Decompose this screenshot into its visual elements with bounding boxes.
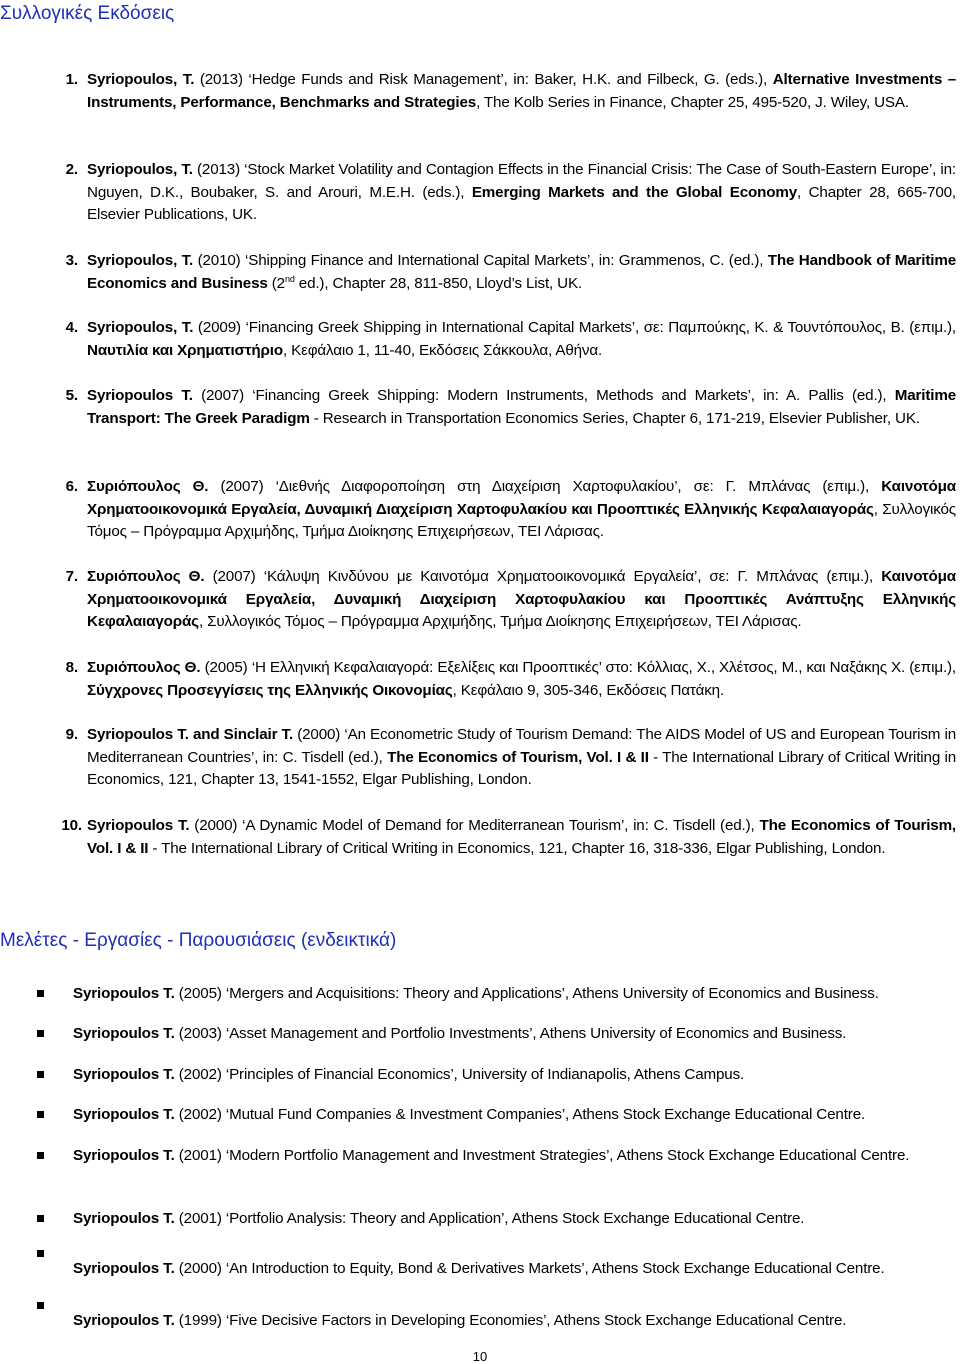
item-book-title: Alternative Investments – Instruments, Performance, Benchmarks and Strategies bbox=[87, 71, 957, 111]
item-text: (2007) ‘Κάλυψη Κινδύνου με Καινοτόμα Χρηματοοικονομικά Εργαλεία’, σε: Γ. Μπλάνας (επιμ.), bbox=[204, 568, 882, 585]
item-book-title: Ναυτιλία και Χρηματιστήριο bbox=[87, 341, 283, 359]
publication-item bbox=[38, 250, 956, 295]
publication-item bbox=[38, 657, 956, 702]
item-text: (2000) ‘An Econometric Study of Tourism Demand: The AIDS Model of US and European Tourism in Mediterranean Countries’, in: C. Tisdell (ed.), bbox=[87, 726, 956, 766]
item-text: , Chapter 28, 665-700, Elsevier Publications, UK. bbox=[87, 183, 956, 223]
item-text: (1999) ‘Five Decisive Factors in Developing Economies’, Athens Stock Exchange Educational Centre. bbox=[174, 1312, 847, 1329]
item-author: Syriopoulos T. and Sinclair T. bbox=[87, 726, 294, 743]
item-text: (2007) ‘Διεθνής Διαφοροποίηση στη Διαχείριση Χαρτοφυλακίου’, σε: Γ. Μπλάνας (επιμ.), bbox=[208, 478, 882, 495]
item-author: Syriopoulos T. bbox=[73, 985, 175, 1002]
item-number: 2. bbox=[65, 161, 78, 178]
item-author: Συριόπουλος Θ. bbox=[87, 568, 205, 585]
square-bullet-icon bbox=[37, 990, 44, 997]
item-author: Syriopoulos, T. bbox=[87, 319, 194, 336]
item-text: , Κεφάλαιο 9, 305-346, Εκδόσεις Πατάκη. bbox=[452, 681, 725, 699]
item-author: Syriopoulos T. bbox=[87, 387, 193, 404]
item-author: Syriopoulos T. bbox=[73, 1147, 175, 1164]
item-text: , The Kolb Series in Finance, Chapter 25, 495-520, J. Wiley, USA. bbox=[476, 93, 909, 111]
item-book-title: Σύγχρονες Προσεγγίσεις της Ελληνικής Οικονομίας bbox=[87, 681, 453, 699]
item-number: 7. bbox=[65, 568, 78, 585]
publication-item bbox=[38, 724, 956, 792]
item-book-title: Maritime Transport: The Greek Paradigm bbox=[87, 387, 956, 427]
item-text: - Research in Transportation Economics Series, Chapter 6, 171-219, Elsevier Publisher, UK. bbox=[309, 409, 920, 427]
talk-item bbox=[37, 1104, 956, 1127]
item-text: (2013) ‘Hedge Funds and Risk Management’, in: Baker, H.K. and Filbeck, G. (eds.), bbox=[194, 71, 773, 88]
item-book-title: The Handbook of Maritime Economics and Business bbox=[87, 252, 956, 292]
item-book-title: The Economics of Tourism, Vol. I & II bbox=[387, 748, 649, 766]
item-author: Συριόπουλος Θ. bbox=[87, 478, 209, 495]
item-number: 9. bbox=[65, 726, 78, 743]
square-bullet-icon bbox=[37, 1250, 44, 1257]
item-text: , Συλλογικός Τόμος – Πρόγραμμα Αρχιμήδης, Τμήμα Διοίκησης Επιχειρήσεων, ΤΕΙ Λάρισας. bbox=[198, 613, 802, 630]
item-author: Syriopoulos, T. bbox=[87, 252, 194, 269]
section-title-publications: Συλλογικές Εκδόσεις bbox=[0, 3, 175, 24]
item-text: (2001) ‘Portfolio Analysis: Theory and Application’, Athens Stock Exchange Educational Centre. bbox=[174, 1210, 805, 1227]
item-text: (2002) ‘Principles of Financial Economics’, University of Indianapolis, Athens Campus. bbox=[174, 1066, 745, 1083]
item-book-title: Καινοτόμα Χρηματοοικονομικά Εργαλεία, Δυναμική Διαχείριση Χαρτοφυλακίου και Προοπτικές Ελληνικής Κεφαλαιαγοράς bbox=[87, 478, 956, 518]
item-text: (2000) ‘A Dynamic Model of Demand for Mediterranean Tourism’, in: C. Tisdell (ed.), bbox=[189, 817, 760, 834]
talk-item bbox=[37, 1258, 956, 1281]
item-number: 3. bbox=[65, 252, 78, 269]
item-author: Syriopoulos, T. bbox=[87, 71, 195, 88]
item-text: ed.), Chapter 28, 811-850, Lloyd’s List, UK. bbox=[294, 274, 583, 292]
item-text: (2009) ‘Financing Greek Shipping in International Capital Markets’, σε: Παμπούκης, Κ. & Τουντόπουλος, Β. (επιμ.), bbox=[193, 319, 956, 336]
item-author: Syriopoulos T. bbox=[73, 1260, 175, 1277]
talk-item bbox=[37, 1310, 956, 1333]
item-book-title: Emerging Markets and the Global Economy bbox=[471, 183, 798, 201]
talk-item bbox=[37, 1064, 956, 1087]
item-text: (2001) ‘Modern Portfolio Management and Investment Strategies’, Athens Stock Exchange Educational Centre. bbox=[174, 1147, 910, 1164]
square-bullet-icon bbox=[37, 1302, 44, 1309]
item-author: Syriopoulos T. bbox=[73, 1066, 175, 1083]
item-book-title: The Economics of Tourism, Vol. I & II bbox=[87, 817, 957, 857]
item-number: 4. bbox=[65, 319, 78, 336]
item-text: (2005) ‘Η Ελληνική Κεφαλαιαγορά: Εξελίξεις και Προοπτικές’ στο: Κόλλιας, Χ., Χλέτσος, Μ., και Ναξάκης Χ. (επιμ.), bbox=[200, 659, 956, 676]
publication-item bbox=[38, 159, 956, 227]
item-author: Syriopoulos T. bbox=[73, 1025, 175, 1042]
item-text: , Συλλογικός Τόμος – Πρόγραμμα Αρχιμήδης, Τμήμα Διοίκησης Επιχειρήσεων, ΤΕΙ Λάρισας. bbox=[87, 500, 956, 540]
item-author: Syriopoulos T. bbox=[73, 1210, 175, 1227]
item-text: - The International Library of Critical Writing in Economics, 121, Chapter 13, 1541-1552, Elgar Publishing, London. bbox=[87, 748, 956, 788]
publication-item bbox=[38, 566, 956, 634]
publication-item bbox=[38, 385, 956, 430]
talk-item bbox=[37, 1208, 956, 1231]
talk-item bbox=[37, 1145, 956, 1168]
publication-item bbox=[38, 476, 956, 544]
item-author: Syriopoulos T. bbox=[73, 1106, 175, 1123]
item-text: (2013) ‘Stock Market Volatility and Contagion Effects in the Financial Crisis: The Case of South-Eastern Europe’, in: Nguyen, D.K., Boubaker, S. and Arouri, M.E.H. (eds.), bbox=[87, 161, 956, 201]
talk-item bbox=[37, 1023, 956, 1046]
superscript: nd bbox=[284, 273, 295, 284]
item-text: (2 bbox=[267, 274, 285, 292]
item-text: (2010) ‘Shipping Finance and International Capital Markets’, in: Grammenos, C. (ed.), bbox=[193, 252, 768, 269]
item-text: (2007) ‘Financing Greek Shipping: Modern Instruments, Methods and Markets’, in: A. Pallis (ed.), bbox=[192, 387, 895, 404]
item-number: 10. bbox=[61, 817, 82, 834]
item-text: (2005) ‘Mergers and Acquisitions: Theory and Applications’, Athens University of Economics and Business. bbox=[174, 985, 879, 1002]
square-bullet-icon bbox=[37, 1071, 44, 1078]
item-text: (2000) ‘An Introduction to Equity, Bond & Derivatives Markets’, Athens Stock Exchange Educational Centre. bbox=[174, 1260, 885, 1277]
item-number: 6. bbox=[65, 478, 78, 495]
section-title-studies: Μελέτες - Εργασίες - Παρουσιάσεις (ενδεικτικά) bbox=[0, 930, 397, 951]
item-author: Syriopoulos T. bbox=[87, 817, 190, 834]
square-bullet-icon bbox=[37, 1215, 44, 1222]
publication-item bbox=[38, 317, 956, 362]
item-text: , Κεφάλαιο 1, 11-40, Εκδόσεις Σάκκουλα, Αθήνα. bbox=[282, 341, 603, 359]
square-bullet-icon bbox=[37, 1030, 44, 1037]
item-book-title: Καινοτόμα Χρηματοοικονομικά Εργαλεία, Δυναμική Διαχείριση Χαρτοφυλακίου και Προοπτικές Ανάπτυξης Ελληνικής Κεφαλαιαγοράς bbox=[87, 568, 956, 630]
item-text: (2003) ‘Asset Management and Portfolio Investments’, Athens University of Economics and Business. bbox=[174, 1025, 847, 1042]
publication-item bbox=[38, 815, 956, 860]
item-text: - The International Library of Critical Writing in Economics, 121, Chapter 16, 318-336, Elgar Publishing, London. bbox=[148, 839, 886, 857]
talk-item bbox=[37, 983, 956, 1006]
square-bullet-icon bbox=[37, 1111, 44, 1118]
square-bullet-icon bbox=[37, 1152, 44, 1159]
item-number: 1. bbox=[65, 71, 78, 88]
item-number: 5. bbox=[65, 387, 78, 404]
item-author: Syriopoulos, T. bbox=[87, 161, 193, 178]
item-number: 8. bbox=[65, 659, 78, 676]
item-author: Συριόπουλος Θ. bbox=[87, 659, 201, 676]
publication-item bbox=[38, 69, 956, 114]
page-number: 10 bbox=[472, 1349, 488, 1364]
item-text: (2002) ‘Mutual Fund Companies & Investment Companies’, Athens Stock Exchange Educational Centre. bbox=[174, 1106, 866, 1123]
item-author: Syriopoulos T. bbox=[73, 1312, 175, 1329]
